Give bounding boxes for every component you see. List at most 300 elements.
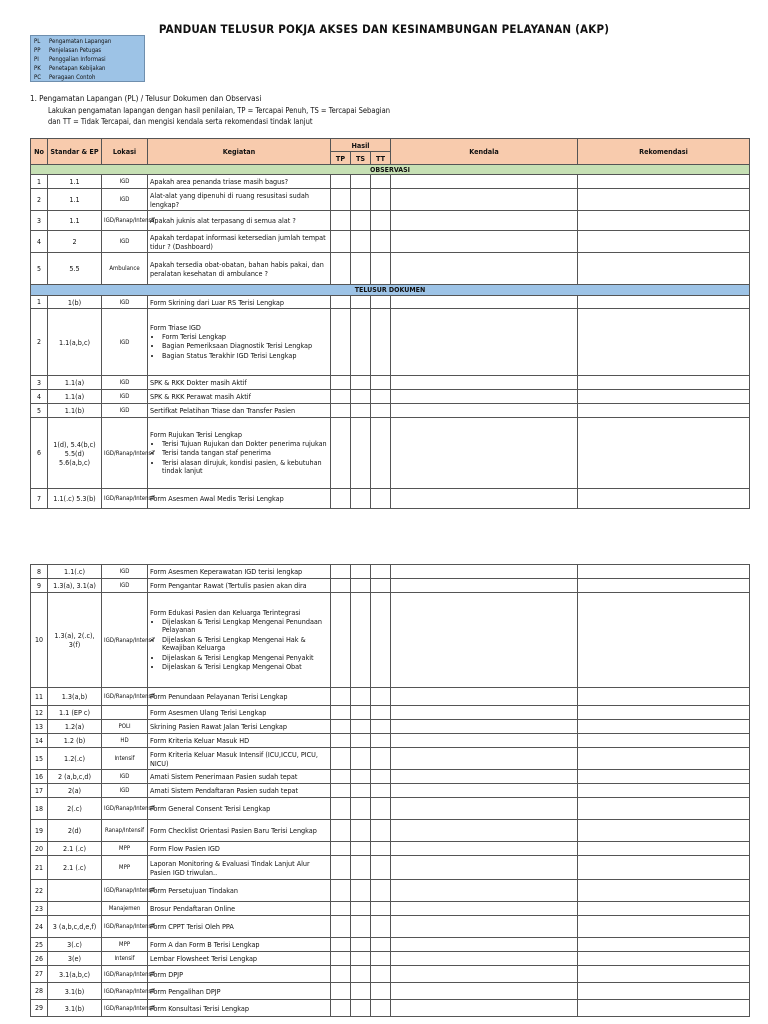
cell-kendala[interactable] bbox=[391, 175, 578, 189]
cell-tp[interactable] bbox=[331, 211, 351, 231]
kegiatan-text: Skrining Pasien Rawat Jalan Terisi Lengkap bbox=[150, 722, 287, 731]
cell-rekomendasi[interactable] bbox=[578, 390, 750, 404]
cell-rekomendasi[interactable] bbox=[578, 579, 750, 593]
cell-tp[interactable] bbox=[331, 856, 351, 880]
cell-rekomendasi[interactable] bbox=[578, 376, 750, 390]
cell-tt[interactable] bbox=[371, 916, 391, 938]
cell-kendala[interactable] bbox=[391, 688, 578, 706]
cell-tt[interactable] bbox=[371, 404, 391, 418]
cell-ts[interactable] bbox=[351, 842, 371, 856]
row-number: 1 bbox=[31, 296, 48, 309]
cell-ts[interactable] bbox=[351, 390, 371, 404]
cell-kendala[interactable] bbox=[391, 748, 578, 770]
cell-ts[interactable] bbox=[351, 966, 371, 983]
cell-kendala[interactable] bbox=[391, 770, 578, 784]
row-standar: 1.1(.c) bbox=[48, 565, 102, 579]
row-number: 20 bbox=[31, 842, 48, 856]
cell-rekomendasi[interactable] bbox=[578, 688, 750, 706]
legend-code: PK bbox=[34, 65, 41, 72]
cell-tt[interactable] bbox=[371, 902, 391, 916]
row-standar: 2.1 (.c) bbox=[48, 856, 102, 880]
cell-kendala[interactable] bbox=[391, 404, 578, 418]
table-row bbox=[31, 966, 750, 983]
row-number: 18 bbox=[31, 798, 48, 820]
row-number: 8 bbox=[31, 565, 48, 579]
cell-ts[interactable] bbox=[351, 880, 371, 902]
table-row bbox=[31, 189, 750, 211]
cell-rekomendasi[interactable] bbox=[578, 916, 750, 938]
kegiatan-bullet: • Terisi Tujuan Rujukan dan Dokter penerima rujukan bbox=[162, 440, 328, 449]
cell-tt[interactable] bbox=[371, 231, 391, 253]
cell-kendala[interactable] bbox=[391, 189, 578, 211]
cell-tt[interactable] bbox=[371, 418, 391, 489]
cell-kendala[interactable] bbox=[391, 842, 578, 856]
cell-tt[interactable] bbox=[371, 253, 391, 285]
kegiatan-bullets bbox=[150, 440, 328, 476]
cell-kendala[interactable] bbox=[391, 734, 578, 748]
table-row bbox=[31, 856, 750, 880]
cell-tt[interactable] bbox=[371, 842, 391, 856]
row-standar: 2 (a,b,c,d) bbox=[48, 770, 102, 784]
cell-rekomendasi[interactable] bbox=[578, 418, 750, 489]
row-number: 5 bbox=[31, 253, 48, 285]
cell-tp[interactable] bbox=[331, 820, 351, 842]
row-number: 7 bbox=[31, 489, 48, 509]
cell-tt[interactable] bbox=[371, 856, 391, 880]
cell-ts[interactable] bbox=[351, 253, 371, 285]
kegiatan-text: Apakah terdapat informasi ketersedian jumlah tempat tidur ? (Dashboard) bbox=[150, 232, 326, 251]
row-kegiatan bbox=[148, 390, 331, 404]
cell-tp[interactable] bbox=[331, 784, 351, 798]
row-number: 17 bbox=[31, 784, 48, 798]
legend-code: PL bbox=[34, 38, 41, 45]
cell-rekomendasi[interactable] bbox=[578, 798, 750, 820]
cell-kendala[interactable] bbox=[391, 231, 578, 253]
row-lokasi: IGD/Ranap/Intensif bbox=[102, 593, 148, 688]
row-standar: 1.3(a,b) bbox=[48, 688, 102, 706]
table-row bbox=[31, 798, 750, 820]
row-standar: 1.1 bbox=[48, 211, 102, 231]
cell-rekomendasi[interactable] bbox=[578, 952, 750, 966]
cell-tt[interactable] bbox=[371, 296, 391, 309]
header-standar: Standar & EP bbox=[48, 139, 102, 165]
table-row bbox=[31, 748, 750, 770]
row-number: 22 bbox=[31, 880, 48, 902]
cell-ts[interactable] bbox=[351, 309, 371, 376]
legend-item bbox=[34, 55, 141, 64]
cell-tt[interactable] bbox=[371, 189, 391, 211]
cell-tp[interactable] bbox=[331, 404, 351, 418]
cell-kendala[interactable] bbox=[391, 720, 578, 734]
cell-tp[interactable] bbox=[331, 189, 351, 211]
row-kegiatan bbox=[148, 489, 331, 509]
cell-tt[interactable] bbox=[371, 706, 391, 720]
row-number: 15 bbox=[31, 748, 48, 770]
kegiatan-text: Form CPPT Terisi Oleh PPA bbox=[150, 922, 234, 931]
legend-code: PC bbox=[34, 74, 42, 81]
cell-tp[interactable] bbox=[331, 798, 351, 820]
cell-kendala[interactable] bbox=[391, 784, 578, 798]
row-kegiatan bbox=[148, 720, 331, 734]
cell-rekomendasi[interactable] bbox=[578, 966, 750, 983]
cell-rekomendasi[interactable] bbox=[578, 720, 750, 734]
cell-rekomendasi[interactable] bbox=[578, 253, 750, 285]
cell-rekomendasi[interactable] bbox=[578, 189, 750, 211]
cell-tp[interactable] bbox=[331, 902, 351, 916]
cell-tp[interactable] bbox=[331, 489, 351, 509]
cell-tp[interactable] bbox=[331, 175, 351, 189]
table-row bbox=[31, 376, 750, 390]
row-kegiatan bbox=[148, 404, 331, 418]
cell-kendala[interactable] bbox=[391, 856, 578, 880]
header-tt: TT bbox=[371, 152, 391, 165]
cell-tp[interactable] bbox=[331, 938, 351, 952]
cell-tt[interactable] bbox=[371, 376, 391, 390]
cell-ts[interactable] bbox=[351, 579, 371, 593]
cell-tp[interactable] bbox=[331, 770, 351, 784]
cell-tp[interactable] bbox=[331, 952, 351, 966]
kegiatan-text: Amati Sistem Pendaftaran Pasien sudah tepat bbox=[150, 786, 299, 795]
kegiatan-text: Form Triase IGD bbox=[150, 322, 201, 332]
cell-tp[interactable] bbox=[331, 253, 351, 285]
row-lokasi: IGD/Ranap/Intensif bbox=[102, 880, 148, 902]
cell-kendala[interactable] bbox=[391, 1000, 578, 1017]
cell-ts[interactable] bbox=[351, 175, 371, 189]
kegiatan-text: Lembar Flowsheet Terisi Lengkap bbox=[150, 954, 258, 963]
kegiatan-text: Form Skrining dari Luar RS Terisi Lengkap bbox=[150, 297, 284, 307]
row-lokasi: IGD/Ranap/Intensif bbox=[102, 983, 148, 1000]
cell-rekomendasi[interactable] bbox=[578, 938, 750, 952]
cell-ts[interactable] bbox=[351, 189, 371, 211]
table-row bbox=[31, 770, 750, 784]
instructions bbox=[30, 93, 390, 128]
row-lokasi: IGD bbox=[102, 390, 148, 404]
cell-tt[interactable] bbox=[371, 720, 391, 734]
cell-tt[interactable] bbox=[371, 175, 391, 189]
row-kegiatan bbox=[148, 579, 331, 593]
row-number: 2 bbox=[31, 189, 48, 211]
cell-ts[interactable] bbox=[351, 231, 371, 253]
cell-rekomendasi[interactable] bbox=[578, 1000, 750, 1017]
cell-tp[interactable] bbox=[331, 842, 351, 856]
row-standar bbox=[48, 880, 102, 902]
table-row bbox=[31, 720, 750, 734]
cell-ts[interactable] bbox=[351, 784, 371, 798]
header-kegiatan: Kegiatan bbox=[148, 139, 331, 165]
row-number: 3 bbox=[31, 211, 48, 231]
row-lokasi: IGD/Ranap/Intensif bbox=[102, 688, 148, 706]
cell-tt[interactable] bbox=[371, 966, 391, 983]
row-standar: 1.2(a) bbox=[48, 720, 102, 734]
cell-kendala[interactable] bbox=[391, 253, 578, 285]
row-number: 23 bbox=[31, 902, 48, 916]
header-tp: TP bbox=[331, 152, 351, 165]
cell-ts[interactable] bbox=[351, 983, 371, 1000]
cell-kendala[interactable] bbox=[391, 418, 578, 489]
cell-kendala[interactable] bbox=[391, 952, 578, 966]
cell-rekomendasi[interactable] bbox=[578, 983, 750, 1000]
cell-ts[interactable] bbox=[351, 593, 371, 688]
cell-tp[interactable] bbox=[331, 593, 351, 688]
row-kegiatan bbox=[148, 688, 331, 706]
row-kegiatan bbox=[148, 770, 331, 784]
row-lokasi: Ranap/Intensif bbox=[102, 820, 148, 842]
cell-ts[interactable] bbox=[351, 706, 371, 720]
cell-rekomendasi[interactable] bbox=[578, 734, 750, 748]
row-standar: 1.3(a), 3.1(a) bbox=[48, 579, 102, 593]
cell-rekomendasi[interactable] bbox=[578, 231, 750, 253]
page-title: PANDUAN TELUSUR POKJA AKSES DAN KESINAMBUNGAN PELAYANAN (AKP) bbox=[158, 22, 610, 36]
kegiatan-text: Form Persetujuan Tindakan bbox=[150, 886, 238, 895]
cell-kendala[interactable] bbox=[391, 983, 578, 1000]
cell-tt[interactable] bbox=[371, 748, 391, 770]
row-lokasi: MPP bbox=[102, 856, 148, 880]
legend-label: Penggalian Informasi bbox=[49, 56, 106, 63]
cell-tt[interactable] bbox=[371, 880, 391, 902]
row-lokasi: IGD bbox=[102, 404, 148, 418]
cell-kendala[interactable] bbox=[391, 916, 578, 938]
cell-tt[interactable] bbox=[371, 1000, 391, 1017]
cell-ts[interactable] bbox=[351, 734, 371, 748]
row-standar: 1.1 (EP c) bbox=[48, 706, 102, 720]
cell-tt[interactable] bbox=[371, 820, 391, 842]
table-row bbox=[31, 404, 750, 418]
cell-rekomendasi[interactable] bbox=[578, 770, 750, 784]
cell-tp[interactable] bbox=[331, 376, 351, 390]
row-lokasi: Intensif bbox=[102, 952, 148, 966]
cell-tp[interactable] bbox=[331, 916, 351, 938]
cell-tp[interactable] bbox=[331, 579, 351, 593]
cell-rekomendasi[interactable] bbox=[578, 842, 750, 856]
row-number: 1 bbox=[31, 175, 48, 189]
kegiatan-bullet: • Terisi alasan dirujuk, kondisi pasien, & kebutuhan tindak lanjut bbox=[162, 459, 328, 476]
cell-ts[interactable] bbox=[351, 952, 371, 966]
cell-ts[interactable] bbox=[351, 565, 371, 579]
cell-tp[interactable] bbox=[331, 418, 351, 489]
row-kegiatan bbox=[148, 565, 331, 579]
row-number: 5 bbox=[31, 404, 48, 418]
cell-kendala[interactable] bbox=[391, 309, 578, 376]
row-lokasi: IGD bbox=[102, 770, 148, 784]
legend-box bbox=[30, 35, 145, 82]
row-standar: 1(d), 5.4(b,c) 5.5(d) 5.6(a,b,c) bbox=[48, 418, 102, 489]
cell-tt[interactable] bbox=[371, 938, 391, 952]
legend-code: PI bbox=[34, 56, 39, 63]
row-standar: 2.1 (.c) bbox=[48, 842, 102, 856]
row-lokasi: IGD/Ranap/Intensif bbox=[102, 489, 148, 509]
kegiatan-text: Form Penundaan Pelayanan Terisi Lengkap bbox=[150, 692, 288, 701]
row-number: 11 bbox=[31, 688, 48, 706]
cell-tt[interactable] bbox=[371, 798, 391, 820]
cell-kendala[interactable] bbox=[391, 390, 578, 404]
cell-tt[interactable] bbox=[371, 593, 391, 688]
cell-kendala[interactable] bbox=[391, 593, 578, 688]
kegiatan-text: Form Flow Pasien IGD bbox=[150, 844, 220, 853]
cell-rekomendasi[interactable] bbox=[578, 309, 750, 376]
cell-kendala[interactable] bbox=[391, 820, 578, 842]
cell-rekomendasi[interactable] bbox=[578, 856, 750, 880]
row-lokasi: IGD/Ranap/Intensif bbox=[102, 418, 148, 489]
cell-tp[interactable] bbox=[331, 734, 351, 748]
row-lokasi: POLI bbox=[102, 720, 148, 734]
cell-rekomendasi[interactable] bbox=[578, 706, 750, 720]
cell-kendala[interactable] bbox=[391, 706, 578, 720]
cell-ts[interactable] bbox=[351, 688, 371, 706]
row-lokasi: IGD/Ranap/Intensif bbox=[102, 1000, 148, 1017]
cell-rekomendasi[interactable] bbox=[578, 902, 750, 916]
cell-rekomendasi[interactable] bbox=[578, 404, 750, 418]
row-kegiatan bbox=[148, 734, 331, 748]
cell-ts[interactable] bbox=[351, 820, 371, 842]
cell-ts[interactable] bbox=[351, 798, 371, 820]
row-lokasi bbox=[102, 706, 148, 720]
cell-tt[interactable] bbox=[371, 983, 391, 1000]
cell-kendala[interactable] bbox=[391, 798, 578, 820]
row-kegiatan bbox=[148, 706, 331, 720]
cell-tt[interactable] bbox=[371, 770, 391, 784]
cell-tp[interactable] bbox=[331, 688, 351, 706]
kegiatan-text: SPK & RKK Perawat masih Aktif bbox=[150, 392, 251, 401]
cell-ts[interactable] bbox=[351, 938, 371, 952]
cell-rekomendasi[interactable] bbox=[578, 593, 750, 688]
row-number: 29 bbox=[31, 1000, 48, 1017]
row-number: 12 bbox=[31, 706, 48, 720]
cell-ts[interactable] bbox=[351, 489, 371, 509]
cell-tt[interactable] bbox=[371, 390, 391, 404]
header-hasil: Hasil bbox=[331, 139, 391, 152]
row-standar: 3.1(b) bbox=[48, 983, 102, 1000]
cell-tp[interactable] bbox=[331, 565, 351, 579]
row-lokasi: IGD bbox=[102, 175, 148, 189]
row-lokasi: IGD bbox=[102, 579, 148, 593]
cell-rekomendasi[interactable] bbox=[578, 296, 750, 309]
row-lokasi: Intensif bbox=[102, 748, 148, 770]
cell-ts[interactable] bbox=[351, 916, 371, 938]
cell-rekomendasi[interactable] bbox=[578, 211, 750, 231]
row-lokasi: IGD bbox=[102, 189, 148, 211]
kegiatan-text: Alat-alat yang dipenuhi di ruang resusitasi sudah lengkap? bbox=[150, 190, 309, 209]
kegiatan-text: Form Rujukan Terisi Lengkap bbox=[150, 429, 242, 439]
row-standar: 1.2 (b) bbox=[48, 734, 102, 748]
cell-tt[interactable] bbox=[371, 784, 391, 798]
cell-tt[interactable] bbox=[371, 565, 391, 579]
table-row bbox=[31, 593, 750, 688]
row-standar: 1.1(a) bbox=[48, 376, 102, 390]
kegiatan-text: Form Asesmen Ulang Terisi Lengkap bbox=[150, 708, 267, 717]
kegiatan-text: Form Kriteria Keluar Masuk HD bbox=[150, 736, 250, 745]
cell-kendala[interactable] bbox=[391, 489, 578, 509]
cell-tt[interactable] bbox=[371, 688, 391, 706]
kegiatan-text: Laporan Monitoring & Evaluasi Tindak Lanjut Alur Pasien IGD triwulan.. bbox=[150, 858, 310, 877]
cell-ts[interactable] bbox=[351, 720, 371, 734]
cell-ts[interactable] bbox=[351, 404, 371, 418]
cell-kendala[interactable] bbox=[391, 938, 578, 952]
cell-tp[interactable] bbox=[331, 296, 351, 309]
cell-ts[interactable] bbox=[351, 418, 371, 489]
kegiatan-bullet: • Terisi tanda tangan staf penerima bbox=[162, 449, 328, 458]
row-kegiatan bbox=[148, 189, 331, 211]
row-kegiatan bbox=[148, 231, 331, 253]
cell-tt[interactable] bbox=[371, 211, 391, 231]
row-lokasi: HD bbox=[102, 734, 148, 748]
row-kegiatan bbox=[148, 856, 331, 880]
kegiatan-text: SPK & RKK Dokter masih Aktif bbox=[150, 378, 247, 387]
cell-ts[interactable] bbox=[351, 902, 371, 916]
cell-ts[interactable] bbox=[351, 856, 371, 880]
cell-tt[interactable] bbox=[371, 734, 391, 748]
cell-rekomendasi[interactable] bbox=[578, 489, 750, 509]
cell-ts[interactable] bbox=[351, 211, 371, 231]
row-number: 16 bbox=[31, 770, 48, 784]
kegiatan-text: Form Konsultasi Terisi Lengkap bbox=[150, 1003, 249, 1013]
kegiatan-text: Form General Consent Terisi Lengkap bbox=[150, 804, 271, 813]
cell-ts[interactable] bbox=[351, 376, 371, 390]
row-standar: 3.1(b) bbox=[48, 1000, 102, 1017]
cell-tt[interactable] bbox=[371, 309, 391, 376]
cell-tp[interactable] bbox=[331, 983, 351, 1000]
cell-ts[interactable] bbox=[351, 770, 371, 784]
cell-rekomendasi[interactable] bbox=[578, 820, 750, 842]
row-kegiatan bbox=[148, 748, 331, 770]
cell-kendala[interactable] bbox=[391, 902, 578, 916]
cell-tp[interactable] bbox=[331, 966, 351, 983]
cell-ts[interactable] bbox=[351, 296, 371, 309]
cell-rekomendasi[interactable] bbox=[578, 175, 750, 189]
cell-tp[interactable] bbox=[331, 231, 351, 253]
cell-ts[interactable] bbox=[351, 1000, 371, 1017]
cell-kendala[interactable] bbox=[391, 579, 578, 593]
row-kegiatan bbox=[148, 820, 331, 842]
kegiatan-text: Form Kriteria Keluar Masuk Intensif (ICU,ICCU, PICU, NICU) bbox=[150, 749, 318, 768]
cell-kendala[interactable] bbox=[391, 296, 578, 309]
cell-kendala[interactable] bbox=[391, 966, 578, 983]
instructions-heading: 1. Pengamatan Lapangan (PL) / Telusur Dokumen dan Observasi bbox=[30, 94, 262, 103]
legend-label: Penjelasan Petugas bbox=[49, 47, 102, 54]
table-row bbox=[31, 296, 750, 309]
row-number: 14 bbox=[31, 734, 48, 748]
cell-ts[interactable] bbox=[351, 748, 371, 770]
table-row bbox=[31, 952, 750, 966]
kegiatan-bullet: • Bagian Status Terakhir IGD Terisi Lengkap bbox=[162, 352, 328, 361]
cell-tp[interactable] bbox=[331, 1000, 351, 1017]
cell-rekomendasi[interactable] bbox=[578, 880, 750, 902]
cell-tp[interactable] bbox=[331, 880, 351, 902]
row-lokasi: IGD bbox=[102, 296, 148, 309]
cell-kendala[interactable] bbox=[391, 565, 578, 579]
cell-rekomendasi[interactable] bbox=[578, 748, 750, 770]
table-row bbox=[31, 902, 750, 916]
table-row bbox=[31, 916, 750, 938]
row-number: 2 bbox=[31, 309, 48, 376]
cell-tp[interactable] bbox=[331, 720, 351, 734]
cell-rekomendasi[interactable] bbox=[578, 784, 750, 798]
cell-tp[interactable] bbox=[331, 706, 351, 720]
cell-tt[interactable] bbox=[371, 579, 391, 593]
cell-tt[interactable] bbox=[371, 952, 391, 966]
cell-rekomendasi[interactable] bbox=[578, 565, 750, 579]
cell-kendala[interactable] bbox=[391, 880, 578, 902]
cell-tt[interactable] bbox=[371, 489, 391, 509]
cell-kendala[interactable] bbox=[391, 211, 578, 231]
row-standar: 2(.c) bbox=[48, 798, 102, 820]
cell-tp[interactable] bbox=[331, 748, 351, 770]
cell-tp[interactable] bbox=[331, 309, 351, 376]
header-no: No bbox=[31, 139, 48, 165]
cell-kendala[interactable] bbox=[391, 376, 578, 390]
row-kegiatan bbox=[148, 983, 331, 1000]
row-number: 21 bbox=[31, 856, 48, 880]
cell-tp[interactable] bbox=[331, 390, 351, 404]
